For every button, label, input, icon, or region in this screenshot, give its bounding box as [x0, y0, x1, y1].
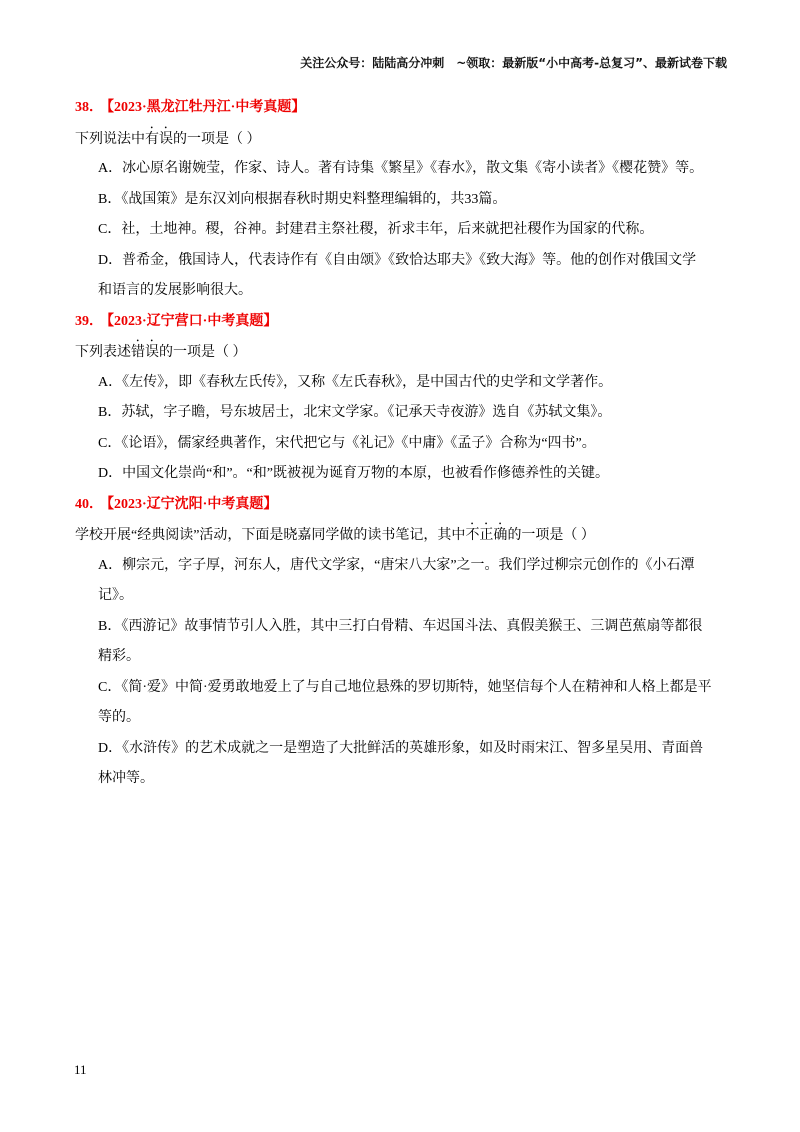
- option-b: [75, 398, 727, 429]
- stem-text: 学校开展“经典阅读”活动，下面是晓嘉同学做的读书笔记，其中: [75, 528, 466, 543]
- option-a: [75, 551, 727, 612]
- option-a: [75, 154, 727, 185]
- stem-emphasis: 有误: [145, 131, 173, 147]
- option-line-continuation: 和语言的发展影响很大。: [98, 283, 252, 298]
- question-stem: [75, 520, 727, 551]
- option-line: D．《水浒传》的艺术成就之一是塑造了大批鲜活的英雄形象，如及时雨宋江、智多星吴用、青面兽: [98, 740, 704, 756]
- question-stem: [75, 124, 727, 155]
- question-number: 38．: [75, 100, 103, 115]
- option-d: [75, 246, 727, 307]
- option-line: B．苏轼，字子瞻，号东坡居士，北宋文学家。《记承天寺夜游》选自《苏轼文集》。: [98, 405, 612, 420]
- option-line: A．柳宗元，字子厚，河东人，唐代文学家，“唐宋八大家”之一。我们学过柳宗元创作的《小石潭: [98, 557, 695, 573]
- option-line: D．普希金，俄国诗人，代表诗作有《自由颂》《致恰达耶夫》《致大海》等。他的创作对俄国文学: [98, 252, 697, 268]
- question-39: [75, 307, 727, 490]
- option-line: B．《西游记》故事情节引人入胜，其中三打白骨精、车迟国斗法、真假美猴王、三调芭蕉扇等都很: [98, 618, 703, 634]
- question-heading: [75, 93, 727, 124]
- option-line-continuation: 等的。: [98, 710, 140, 725]
- question-number: 40．: [75, 496, 103, 512]
- page-number: 11: [74, 1062, 87, 1077]
- option-c: [75, 673, 727, 734]
- option-line-continuation: 精彩。: [98, 649, 140, 664]
- option-line-continuation: 记》。: [98, 588, 133, 603]
- option-line-continuation: 林冲等。: [98, 771, 154, 786]
- page-header-banner: 关注公众号：陆陆高分冲刺 ~领取：最新版“小中高考-总复习”、最新试卷下载: [300, 56, 727, 70]
- option-b: [75, 185, 727, 216]
- option-line: B．《战国策》是东汉刘向根据春秋时期史料整理编辑的，共33篇。: [98, 191, 507, 207]
- option-line: A．《左传》，即《春秋左氏传》，又称《左氏春秋》，是中国古代的史学和文学著作。: [98, 374, 613, 390]
- stem-text: 的一项是（ ）: [507, 528, 595, 543]
- option-line: A．冰心原名谢婉莹，作家、诗人。著有诗集《繁星》《春水》，散文集《寄小读者》《樱花赞》等。: [98, 161, 704, 176]
- question-heading: [75, 490, 727, 521]
- stem-emphasis: 错误: [131, 345, 159, 360]
- option-c: [75, 429, 727, 460]
- option-line: C．《论语》，儒家经典著作，宋代把它与《礼记》《中庸》《孟子》合称为“四书”。: [98, 435, 596, 451]
- option-line: C．社，土地神。稷，谷神。封建君主祭社稷，祈求丰年，后来就把社稷作为国家的代称。: [98, 222, 654, 237]
- option-a: [75, 368, 727, 399]
- question-list: [75, 93, 727, 795]
- question-source: 【2023·黑龙江牡丹江·中考真题】: [107, 100, 306, 115]
- option-b: [75, 612, 727, 673]
- question-number: 39．: [75, 313, 103, 329]
- question-stem: [75, 337, 727, 368]
- stem-emphasis: 不正确: [465, 528, 508, 543]
- question-38: [75, 93, 727, 307]
- option-d: [75, 459, 727, 490]
- option-c: [75, 215, 727, 246]
- stem-text: 的一项是（ ）: [173, 131, 261, 147]
- option-d: [75, 734, 727, 795]
- stem-text: 下列说法中: [75, 131, 145, 147]
- question-heading: [75, 307, 727, 338]
- option-line: D．中国文化崇尚“和”。“和”既被视为诞育万物的本原，也被看作修德养性的关键。: [98, 466, 609, 481]
- stem-text: 的一项是（ ）: [159, 345, 247, 360]
- question-40: [75, 490, 727, 795]
- stem-text: 下列表述: [75, 345, 131, 360]
- question-source: 【2023·辽宁营口·中考真题】: [107, 313, 278, 329]
- option-line: C．《简·爱》中简·爱勇敢地爱上了与自己地位悬殊的罗切斯特，她坚信每个人在精神和人格上都是平: [98, 679, 712, 695]
- question-source: 【2023·辽宁沈阳·中考真题】: [107, 496, 278, 512]
